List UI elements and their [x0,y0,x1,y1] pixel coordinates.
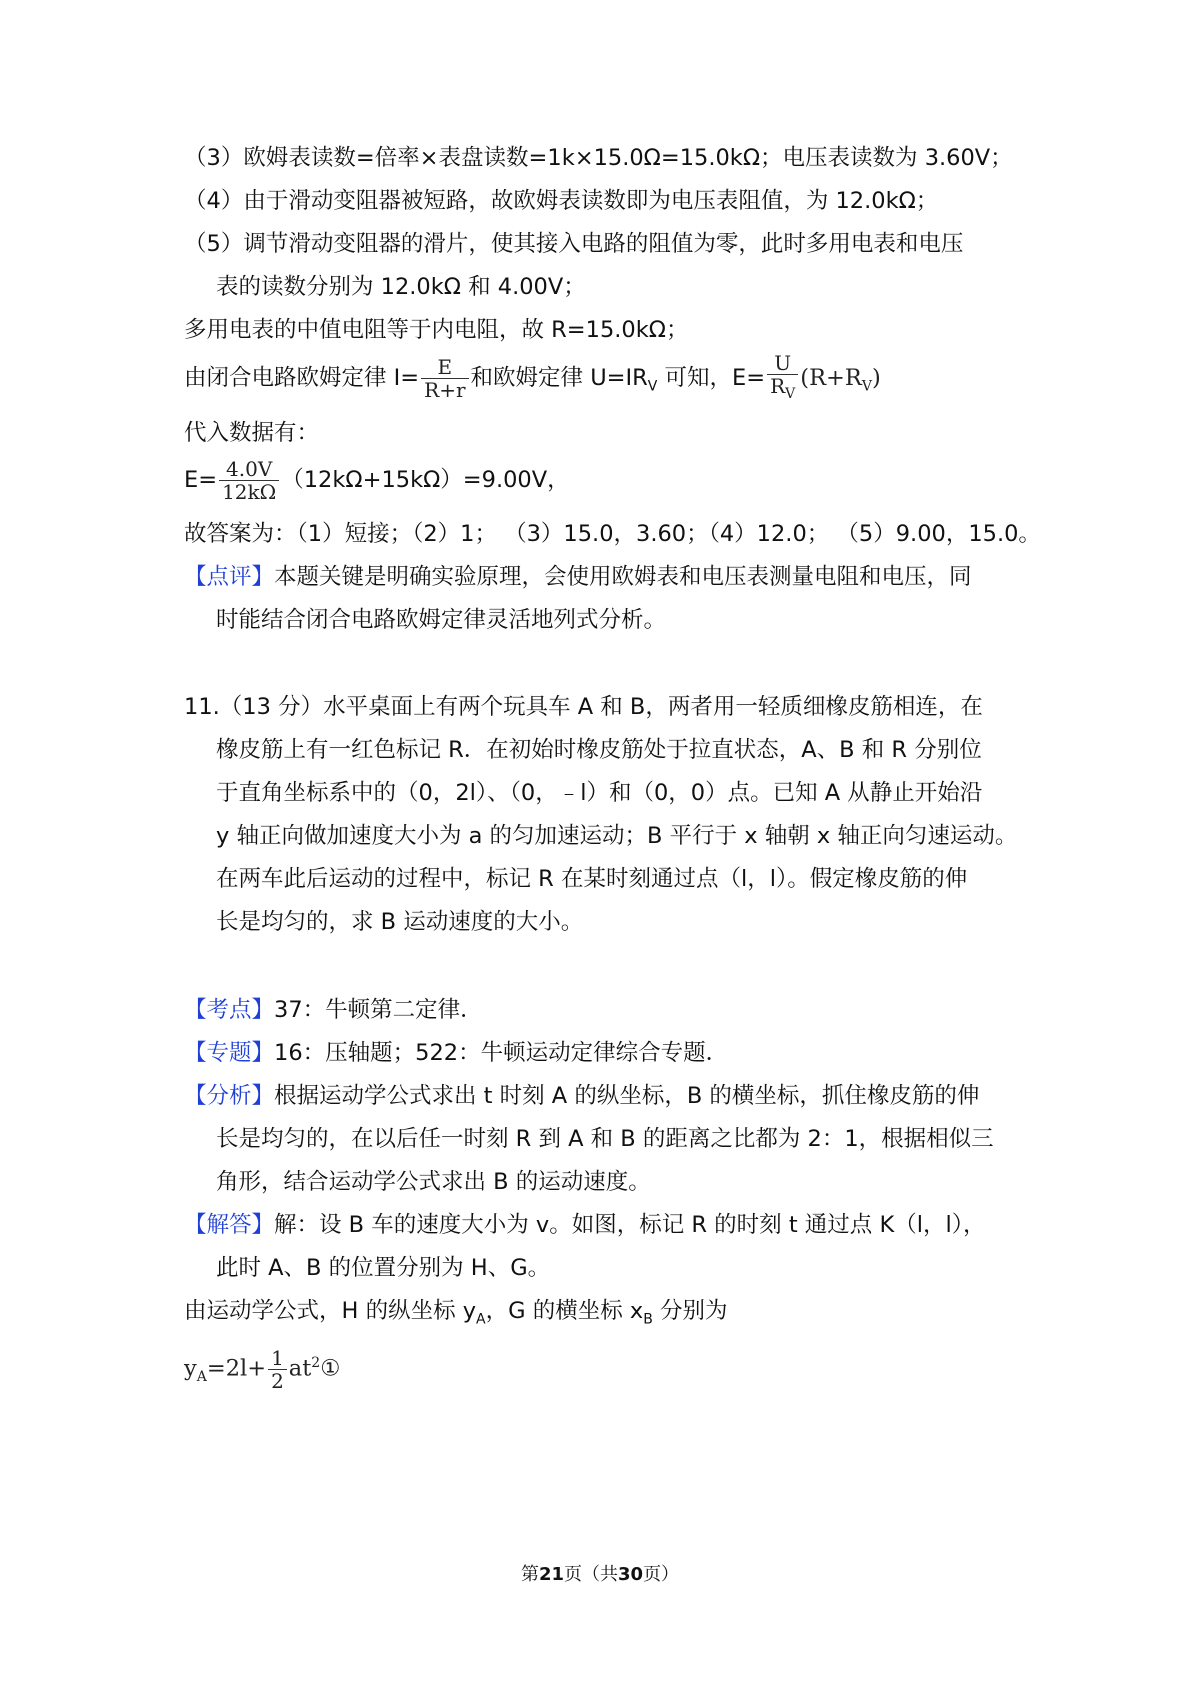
zhuanti-line [184,1038,728,1068]
jieda-line-1 [184,1210,985,1240]
formula-text: 由闭合电路欧姆定律 I= [184,365,420,391]
ya-formula: $y_A=2l+$ $\frac{1}{2}$ $at^2①$ [184,1346,341,1393]
formula-text: 可知，E= [657,365,766,391]
kinematics-line: 由运动学公式，H 的纵坐标 $y_A$，G 的横坐标 $x_B$ 分别为 [184,1298,728,1328]
fraction-numerator: 1 [271,1346,284,1370]
comment-tag: 【点评】 [184,564,275,590]
question-11-line-4: y 轴正向做加速度大小为 a 的匀加速运动；B 平行于 x 轴朝 x 轴正向匀速运动。 [216,823,1018,849]
solution-line-4: （4）由于滑动变阻器被短路，故欧姆表读数即为电压表阻值，为 12.0kΩ； [184,188,939,214]
question-11-line-1: 11.（13 分）水平桌面上有两个玩具车 A 和 B，两者用一轻质细橡皮筋相连，在 [184,694,983,720]
fenxi-line-1 [184,1081,979,1111]
comment-text: 本题关键是明确实验原理，会使用欧姆表和电压表测量电阻和电压，同 [274,564,972,590]
subscript: A [476,1311,486,1328]
question-11-line-2: 橡皮筋上有一红色标记 R．在初始时橡皮筋处于拉直状态，A、B 和 R 分别位 [216,737,982,763]
kaodian-text: 37：牛顿第二定律． [274,997,483,1023]
formula-tail: $(R+R_V)$ [800,365,881,395]
ohm-law-formula [184,352,881,410]
formula-text: E= [184,467,218,493]
fraction-numerator: U [774,351,792,375]
page-number: 21 [538,1564,564,1585]
zhuanti-text: 16：压轴题；522：牛顿运动定律综合专题． [274,1040,729,1066]
question-11-line-6: 长是均匀的，求 B 运动速度的大小。 [216,909,584,935]
fraction-e-over-r [421,356,468,401]
fraction-4v-over-12k [219,458,279,503]
formula-text: 和欧姆定律 U=IR [470,365,648,391]
question-11-line-5: 在两车此后运动的过程中，标记 R 在某时刻通过点（l，l）。假定橡皮筋的伸 [216,866,968,892]
emf-formula [184,456,570,504]
fraction-denominator: R+r [421,378,468,401]
fraction-denominator: $R_V$ [767,374,798,405]
solution-line-5: （5）调节滑动变阻器的滑片，使其接入电路的阻值为零，此时多用电表和电压 [184,231,964,257]
mid-resistance-line: 多用电表的中值电阻等于内电阻，故 R=15.0kΩ； [184,317,689,343]
formula-text: （12kΩ+15kΩ）=9.00V， [281,467,570,493]
question-11-line-3: 于直角坐标系中的（0，2l）、（0，﹣l）和（0，0）点。已知 A 从静止开始沿 [216,780,983,806]
fraction-u-over-rv [767,352,798,405]
fenxi-tag: 【分析】 [184,1083,275,1109]
fraction-denominator: 2 [268,1369,287,1392]
equation-number: ① [320,1355,341,1382]
answer-line: 故答案为：（1）短接；（2）1； （3）15.0，3.60；（4）12.0； （5）9.00，15.0。 [184,521,1041,547]
fraction-denominator: 12kΩ [219,480,279,503]
subscript: V [647,378,658,395]
zhuanti-tag: 【专题】 [184,1040,275,1066]
jieda-line-2: 此时 A、B 的位置分别为 H、G。 [216,1255,551,1281]
fenxi-line-2: 长是均匀的，在以后任一时刻 R 到 A 和 B 的距离之比都为 2：1，根据相似三 [216,1126,994,1152]
comment-line-1 [184,562,972,592]
solution-line-5-cont: 表的读数分别为 12.0kΩ 和 4.00V； [216,274,586,300]
kaodian-line [184,995,483,1025]
solution-line-3: （3）欧姆表读数=倍率×表盘读数=1k×15.0Ω=15.0kΩ；电压表读数为 3.60V； [184,145,1013,171]
fraction-numerator: E [437,355,453,379]
page-footer: 第21页（共30页） [520,1564,680,1585]
page-total: 30 [618,1564,644,1585]
substitute-label: 代入数据有： [184,420,320,446]
fraction-one-half [268,1347,287,1392]
fraction-numerator: 4.0V [226,457,273,481]
jieda-text: 解：设 B 车的速度大小为 v。如图，标记 R 的时刻 t 通过点 K（l，l）， [274,1212,986,1238]
jieda-tag: 【解答】 [184,1212,275,1238]
subscript: B [643,1311,653,1328]
fenxi-line-3: 角形，结合运动学公式求出 B 的运动速度。 [216,1169,651,1195]
fenxi-text: 根据运动学公式求出 t 时刻 A 的纵坐标，B 的横坐标，抓住橡皮筋的伸 [274,1083,980,1109]
comment-line-2: 时能结合闭合电路欧姆定律灵活地列式分析。 [216,607,667,633]
kaodian-tag: 【考点】 [184,997,275,1023]
